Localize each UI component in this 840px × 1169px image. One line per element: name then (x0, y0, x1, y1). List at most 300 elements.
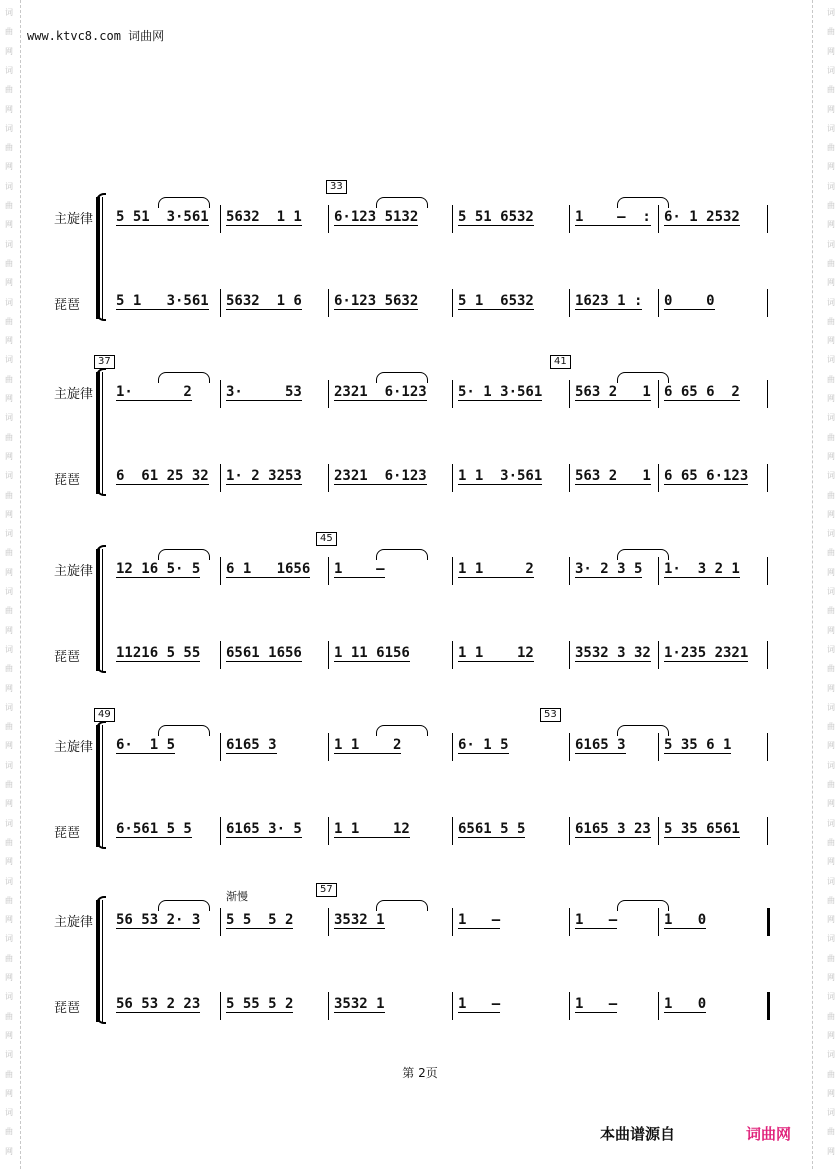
measure-notes: 6165 3 (226, 737, 277, 753)
measure-pipa (575, 817, 651, 841)
measure-notes: 1 – : (575, 209, 651, 225)
measure-pipa (664, 992, 706, 1016)
watermark-char: 网 (5, 799, 13, 809)
footer-source-text: 本曲谱源自 (600, 1125, 676, 1143)
measure-notes: 2321 6·123 (334, 384, 427, 400)
measure-notes: 12 16 5· 5 (116, 561, 201, 577)
watermark-char: 曲 (827, 953, 835, 963)
measure-melody (575, 557, 642, 581)
measure-notes: 1 1 2 (458, 561, 534, 577)
measure-notes: 1 0 (664, 996, 707, 1012)
part-label-melody: 主旋律 (54, 387, 94, 402)
measure-notes: 6 61 25 32 (116, 468, 209, 484)
measure-notes: 3· 53 (226, 384, 302, 400)
bar-line (220, 464, 221, 492)
bar-line (569, 380, 570, 408)
watermark-char: 词 (827, 934, 835, 944)
page-number: 第 2页 (402, 1066, 438, 1080)
measure-notes: 5632 1 6 (226, 293, 302, 309)
watermark-char: 网 (5, 336, 13, 346)
bar-line (658, 464, 659, 492)
bar-line (328, 908, 329, 936)
watermark-char: 词 (827, 65, 835, 75)
measure-notes: 3532 3 32 (575, 645, 651, 661)
measure-melody (664, 380, 740, 404)
measure-pipa (116, 464, 209, 488)
bar-line (220, 817, 221, 845)
measure-melody (334, 557, 385, 581)
bracket-hook-bottom (96, 665, 106, 673)
watermark-char: 词 (5, 65, 13, 75)
measure-notes: 563 2 1 (575, 468, 651, 484)
measure-notes: 56 53 2 23 (116, 996, 201, 1012)
measure-melody (226, 380, 302, 404)
watermark-char: 曲 (827, 201, 835, 210)
watermark-char: 词 (5, 934, 13, 944)
watermark-char: 网 (827, 162, 835, 172)
measure-pipa (458, 641, 534, 665)
bar-line (328, 817, 329, 845)
measure-melody (226, 205, 302, 229)
measure-notes: 1 1 12 (458, 645, 534, 661)
measure-pipa (458, 992, 500, 1016)
bar-line (767, 380, 768, 408)
watermark-char: 词 (5, 644, 13, 654)
measure-notes: 5 51 3·561 (116, 209, 209, 225)
bar-line (569, 464, 570, 492)
watermark-char: 曲 (5, 432, 13, 442)
measure-notes: 6561 5 5 (458, 821, 526, 837)
measure-number: 45 (316, 532, 337, 546)
measure-pipa (116, 289, 209, 313)
bracket-hook-top (96, 721, 106, 729)
watermark-char: 网 (827, 741, 835, 751)
measure-notes: 5 51 6532 (458, 209, 534, 225)
watermark-char: 词 (5, 123, 13, 133)
measure-melody (116, 380, 192, 404)
staff-pipa (0, 641, 840, 665)
bar-line (658, 289, 659, 317)
bar-line (569, 205, 570, 233)
measure-notes: 1 – (458, 912, 501, 928)
watermark-char: 网 (827, 509, 835, 519)
measure-notes: 1 – (334, 561, 385, 577)
measure-notes: 2321 6·123 (334, 468, 427, 484)
measure-melody (226, 733, 277, 757)
bar-line (220, 641, 221, 669)
watermark-char: 曲 (5, 1069, 13, 1079)
measure-notes: 563 2 1 (575, 384, 651, 400)
measure-melody (458, 557, 534, 581)
part-label-pipa: 琵琶 (54, 1001, 81, 1016)
part-label-melody: 主旋律 (54, 564, 94, 579)
watermark-char: 词 (827, 702, 835, 712)
watermark-char: 曲 (5, 490, 13, 500)
slur (376, 549, 428, 560)
watermark-char: 网 (5, 567, 13, 577)
slur (617, 725, 669, 736)
watermark-char: 曲 (827, 1011, 835, 1021)
watermark-char: 词 (827, 818, 835, 828)
watermark-char: 曲 (5, 201, 13, 210)
bar-line (220, 380, 221, 408)
watermark-char: 网 (5, 915, 13, 925)
watermark-char: 网 (827, 1146, 835, 1156)
bar-line (328, 557, 329, 585)
watermark-char: 网 (827, 683, 835, 693)
part-label-melody: 主旋律 (54, 212, 94, 227)
slur (617, 900, 669, 911)
measure-melody (458, 908, 500, 932)
bar-line (220, 733, 221, 761)
watermark-char: 曲 (5, 895, 13, 905)
measure-notes: 6 65 6 2 (664, 384, 740, 400)
bar-line (569, 992, 570, 1020)
measure-pipa (334, 817, 410, 841)
part-label-pipa: 琵琶 (54, 650, 81, 665)
slur (158, 900, 210, 911)
bar-line (452, 641, 453, 669)
bracket-hook-top (96, 368, 106, 376)
watermark-char: 网 (827, 625, 835, 635)
watermark-char: 网 (827, 1030, 835, 1040)
watermark-char: 网 (827, 104, 835, 114)
watermark-char: 网 (5, 220, 13, 230)
measure-melody (664, 205, 740, 229)
measure-notes: 6· 1 2532 (664, 209, 740, 225)
measure-melody (116, 205, 209, 229)
staff-pipa (0, 464, 840, 488)
watermark-char: 网 (827, 46, 835, 56)
watermark-char: 网 (5, 1088, 13, 1098)
bar-line (452, 992, 453, 1020)
watermark-char: 网 (827, 1088, 835, 1098)
watermark-char: 词 (827, 8, 835, 17)
score-system (0, 703, 840, 853)
measure-number: 41 (550, 355, 571, 369)
watermark-char: 网 (5, 46, 13, 56)
bar-line (452, 380, 453, 408)
watermark-char: 词 (5, 181, 13, 191)
measure-notes: 5632 1 1 (226, 209, 302, 225)
measure-notes: 3· 2 3 5 (575, 561, 643, 577)
tempo-marking: 渐慢 (226, 890, 248, 903)
staff-pipa (0, 992, 840, 1016)
measure-pipa (226, 992, 293, 1016)
staff-pipa (0, 817, 840, 841)
watermark-char: 词 (827, 1108, 835, 1118)
measure-notes: 6165 3 23 (575, 821, 651, 837)
watermark-char: 曲 (5, 258, 13, 268)
measure-notes: 6561 1656 (226, 645, 302, 661)
watermark-char: 曲 (827, 432, 835, 442)
slur (617, 197, 669, 208)
bar-line (328, 205, 329, 233)
measure-notes: 6·123 5132 (334, 209, 419, 225)
watermark-char: 曲 (827, 548, 835, 558)
measure-melody (458, 733, 509, 757)
measure-melody (334, 733, 401, 757)
bar-line (328, 464, 329, 492)
part-label-pipa: 琵琶 (54, 298, 81, 313)
watermark-char: 曲 (827, 490, 835, 500)
watermark-char: 网 (827, 973, 835, 982)
measure-notes: 5· 1 3·561 (458, 384, 543, 400)
watermark-char: 网 (5, 683, 13, 693)
measure-pipa (664, 289, 715, 313)
bar-line (569, 733, 570, 761)
measure-pipa (226, 817, 302, 841)
bar-line (767, 908, 770, 936)
part-label-pipa: 琵琶 (54, 826, 81, 841)
score-system (0, 350, 840, 500)
measure-notes: 1·235 2321 (664, 645, 749, 661)
bar-line (452, 464, 453, 492)
staff-melody (0, 733, 840, 757)
bracket-hook-bottom (96, 841, 106, 849)
watermark-char: 词 (827, 297, 835, 307)
bar-line (767, 557, 768, 585)
measure-pipa (334, 464, 427, 488)
staff-melody (0, 908, 840, 932)
measure-notes: 1 – (575, 912, 618, 928)
watermark-char: 网 (5, 973, 13, 982)
measure-pipa (334, 641, 410, 665)
watermark-char: 词 (827, 123, 835, 133)
measure-pipa (664, 464, 748, 488)
measure-melody (664, 733, 731, 757)
measure-pipa (575, 992, 617, 1016)
watermark-char: 词 (5, 702, 13, 712)
measure-pipa (334, 992, 385, 1016)
measure-pipa (226, 464, 302, 488)
watermark-char: 词 (827, 760, 835, 770)
measure-notes: 0 0 (664, 293, 715, 309)
watermark-char: 词 (827, 181, 835, 191)
bar-line (658, 908, 659, 936)
part-label-pipa: 琵琶 (54, 473, 81, 488)
bracket-hook-top (96, 193, 106, 201)
watermark-char: 曲 (5, 1127, 13, 1137)
bar-line (452, 817, 453, 845)
bar-line (452, 733, 453, 761)
bar-line (658, 992, 659, 1020)
watermark-char: 网 (827, 336, 835, 346)
part-label-melody: 主旋律 (54, 740, 94, 755)
measure-notes: 6165 3 (575, 737, 626, 753)
watermark-char: 曲 (827, 606, 835, 616)
measure-pipa (458, 817, 525, 841)
watermark-char: 曲 (5, 374, 13, 384)
measure-notes: 5 35 6 1 (664, 737, 732, 753)
slur (158, 725, 210, 736)
watermark-char: 曲 (827, 258, 835, 268)
measure-pipa (226, 289, 302, 313)
bar-line (569, 557, 570, 585)
measure-number: 49 (94, 708, 115, 722)
watermark-char: 网 (827, 278, 835, 288)
measure-pipa (575, 641, 651, 665)
watermark-char: 曲 (5, 85, 13, 95)
measure-pipa (334, 289, 418, 313)
watermark-char: 网 (5, 104, 13, 114)
measure-notes: 1 1 3·561 (458, 468, 543, 484)
measure-pipa (116, 641, 200, 665)
bar-line (658, 817, 659, 845)
watermark-char: 网 (5, 278, 13, 288)
bar-line (220, 205, 221, 233)
watermark-char: 词 (5, 818, 13, 828)
measure-notes: 6 65 6·123 (664, 468, 749, 484)
measure-notes: 1 – (575, 996, 618, 1012)
watermark-char: 曲 (827, 27, 835, 37)
bar-line (658, 557, 659, 585)
measure-melody (575, 380, 651, 404)
bracket-hook-bottom (96, 488, 106, 496)
staff-melody (0, 205, 840, 229)
bar-line (220, 289, 221, 317)
measure-notes: 6·561 5 5 (116, 821, 192, 837)
measure-notes: 11216 5 55 (116, 645, 201, 661)
watermark-char: 词 (827, 587, 835, 596)
watermark-char: 词 (827, 529, 835, 539)
watermark-char: 词 (827, 876, 835, 886)
watermark-char: 曲 (5, 953, 13, 963)
watermark-char: 词 (5, 1050, 13, 1060)
staff-pipa (0, 289, 840, 313)
watermark-char: 词 (827, 1050, 835, 1060)
watermark-char: 词 (5, 529, 13, 539)
watermark-char: 词 (5, 760, 13, 770)
watermark-char: 曲 (827, 780, 835, 789)
measure-notes: 1623 1 : (575, 293, 643, 309)
site-name-header: 词曲网 (128, 29, 165, 43)
measure-notes: 1 0 (664, 912, 707, 928)
watermark-char: 曲 (5, 664, 13, 674)
measure-notes: 1· 2 3253 (226, 468, 302, 484)
watermark-char: 词 (827, 239, 835, 249)
bar-line (220, 908, 221, 936)
staff-melody (0, 380, 840, 404)
bar-line (569, 289, 570, 317)
bar-line (328, 641, 329, 669)
watermark-char: 曲 (5, 27, 13, 37)
site-url-text[interactable]: www.ktvc8.com (27, 29, 121, 43)
watermark-char: 曲 (5, 1011, 13, 1021)
measure-pipa (664, 817, 740, 841)
watermark-char: 曲 (827, 895, 835, 905)
watermark-char: 词 (5, 239, 13, 249)
measure-pipa (664, 641, 748, 665)
measure-notes: 5 55 5 2 (226, 996, 294, 1012)
watermark-char: 网 (827, 451, 835, 461)
measure-notes: 6· 1 5 (116, 737, 176, 753)
bar-line (328, 992, 329, 1020)
measure-melody (458, 205, 534, 229)
watermark-char: 网 (5, 857, 13, 867)
measure-notes: 5 1 6532 (458, 293, 534, 309)
measure-melody (116, 908, 200, 932)
bar-line (569, 908, 570, 936)
bar-line (220, 557, 221, 585)
footer-site-link[interactable]: 词曲网 (746, 1125, 792, 1143)
bar-line (569, 641, 570, 669)
measure-notes: 6·123 5632 (334, 293, 419, 309)
staff-melody (0, 557, 840, 581)
watermark-char: 词 (827, 355, 835, 365)
watermark-char: 曲 (827, 316, 835, 326)
bar-line (767, 733, 768, 761)
watermark-char: 网 (5, 1146, 13, 1156)
watermark-char: 网 (5, 394, 13, 403)
measure-notes: 56 53 2· 3 (116, 912, 201, 928)
measure-notes: 3532 1 (334, 912, 385, 928)
measure-notes: 6 1 1656 (226, 561, 311, 577)
measure-melody (575, 908, 617, 932)
slur (617, 549, 669, 560)
measure-pipa (575, 289, 642, 313)
watermark-char: 曲 (827, 722, 835, 732)
watermark-char: 曲 (5, 606, 13, 616)
measure-notes: 1 1 2 (334, 737, 402, 753)
watermark-char: 词 (5, 355, 13, 365)
bar-line (658, 733, 659, 761)
measure-notes: 1 11 6156 (334, 645, 410, 661)
watermark-char: 词 (5, 1108, 13, 1118)
slur (158, 197, 210, 208)
measure-number: 53 (540, 708, 561, 722)
slur (158, 549, 210, 560)
watermark-char: 曲 (827, 374, 835, 384)
bracket-hook-bottom (96, 1016, 106, 1024)
slur (376, 900, 428, 911)
watermark-char: 词 (827, 413, 835, 423)
watermark-char: 网 (5, 509, 13, 519)
watermark-char: 曲 (827, 1069, 835, 1079)
measure-melody (575, 205, 651, 229)
score-system (0, 175, 840, 325)
bar-line (328, 289, 329, 317)
watermark-char: 网 (5, 741, 13, 751)
measure-melody (226, 557, 310, 581)
measure-number: 57 (316, 883, 337, 897)
slur (376, 725, 428, 736)
slur (376, 372, 428, 383)
watermark-char: 曲 (5, 722, 13, 732)
bar-line (767, 641, 768, 669)
measure-notes: 5 1 3·561 (116, 293, 209, 309)
slur (617, 372, 669, 383)
measure-number: 33 (326, 180, 347, 194)
bar-line (767, 205, 768, 233)
watermark-char: 曲 (5, 316, 13, 326)
watermark-char: 曲 (5, 837, 13, 847)
watermark-char: 曲 (827, 85, 835, 95)
measure-pipa (226, 641, 302, 665)
watermark-char: 网 (5, 1030, 13, 1040)
measure-pipa (116, 992, 200, 1016)
measure-melody (575, 733, 626, 757)
measure-melody (664, 908, 706, 932)
part-label-melody: 主旋律 (54, 915, 94, 930)
bar-line (658, 205, 659, 233)
bar-line (569, 817, 570, 845)
watermark-char: 词 (5, 471, 13, 481)
measure-pipa (116, 817, 192, 841)
measure-pipa (458, 289, 534, 313)
measure-melody (334, 380, 427, 404)
site-url[interactable] (27, 27, 164, 44)
